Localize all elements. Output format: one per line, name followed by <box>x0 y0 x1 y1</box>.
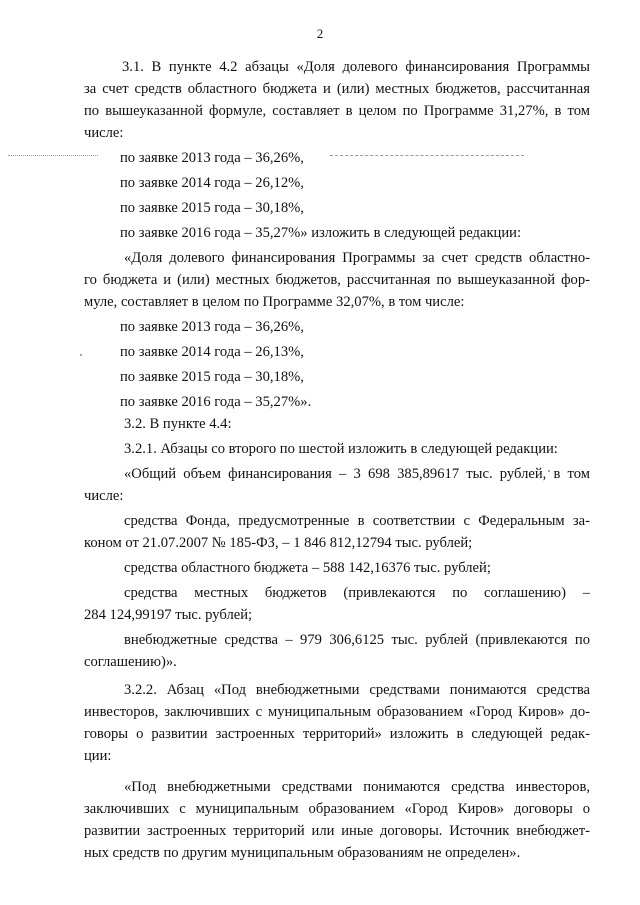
text-line: числе: <box>84 125 124 141</box>
list-item: по заявке 2015 года – 30,18%, <box>120 369 304 385</box>
text-line: развитии застроенных территорий или иные договоры. Источник внебюджет- <box>84 823 590 839</box>
list-item: по заявке 2014 года – 26,12%, <box>120 175 304 191</box>
text-line: «Под внебюджетными средствами понимаются средства инвесторов, <box>124 779 590 795</box>
document-body <box>84 56 590 864</box>
scan-speck <box>80 354 82 356</box>
text-line: говоры о развитии застроенных территорий» изложить в следующей редак- <box>84 726 590 742</box>
financing-paragraph <box>84 463 590 507</box>
section-heading-3-2-1: 3.2.1. Абзацы со второго по шестой изложить в следующей редакции: <box>124 441 558 457</box>
text-line: заключивших с муниципальным образованием «Город Киров» договоры о <box>84 801 590 817</box>
text-line: «Доля долевого финансирования Программы за счет средств областно- <box>124 250 590 266</box>
list-item: по заявке 2016 года – 35,27%» изложить в следующей редакции: <box>120 225 522 241</box>
text-line: внебюджетные средства – 979 306,6125 тыс. рублей (привлекаются по <box>124 632 590 648</box>
text-line: «Общий объем финансирования – 3 698 385,89617 тыс. рублей, в том <box>124 466 590 482</box>
text-line: 3.1. В пункте 4.2 абзацы «Доля долевого финансирования Программы <box>122 59 590 75</box>
new-share-paragraph <box>84 247 590 313</box>
text-line: муле, составляет в целом по Программе 32,07%, в том числе: <box>84 294 465 310</box>
paragraph-3-2-2 <box>84 679 590 767</box>
page-number: 2 <box>316 26 324 41</box>
text-line: соглашению)». <box>84 654 177 670</box>
text-line: го бюджета и (или) местных бюджетов, рассчитанная по вышеуказанной фор- <box>84 272 590 288</box>
list-item: по заявке 2013 года – 36,26%, <box>120 150 304 166</box>
text-line: 284 124,99197 тыс. рублей; <box>84 607 253 623</box>
new-share-list <box>84 316 590 413</box>
list-item: по заявке 2014 года – 26,13%, <box>120 344 304 360</box>
list-item: по заявке 2015 года – 30,18%, <box>120 200 304 216</box>
financing-sources <box>84 510 590 673</box>
text-line: числе: <box>84 488 124 504</box>
text-line: инвесторов, заключивших с муниципальным образованием «Город Киров» до- <box>84 704 590 720</box>
text-line: средства областного бюджета – 588 142,16376 тыс. рублей; <box>124 560 491 576</box>
text-line: по вышеуказанной формуле, составляет в целом по Программе 31,27%, в том <box>84 103 590 119</box>
text-line: средства Фонда, предусмотренные в соответствии с Федеральным за- <box>124 513 590 529</box>
list-item: по заявке 2013 года – 36,26%, <box>120 319 304 335</box>
old-share-list <box>84 147 590 244</box>
text-line: за счет средств областного бюджета и (или) местных бюджетов, рассчитанная <box>84 81 590 97</box>
text-line: коном от 21.07.2007 № 185-ФЗ, – 1 846 812,12794 тыс. рублей; <box>84 535 473 551</box>
paragraph-3-1 <box>84 56 590 144</box>
text-line: ных средств по другим муниципальным образованиям не определен». <box>84 845 521 861</box>
text-line: средства местных бюджетов (привлекаются по соглашению) – <box>124 585 590 601</box>
section-heading-3-2: 3.2. В пункте 4.4: <box>124 416 232 432</box>
text-line: ции: <box>84 748 112 764</box>
text-line: 3.2.2. Абзац «Под внебюджетными средствами понимаются средства <box>124 682 590 698</box>
list-item: по заявке 2016 года – 35,27%». <box>120 394 312 410</box>
investor-definition-paragraph <box>84 776 590 864</box>
